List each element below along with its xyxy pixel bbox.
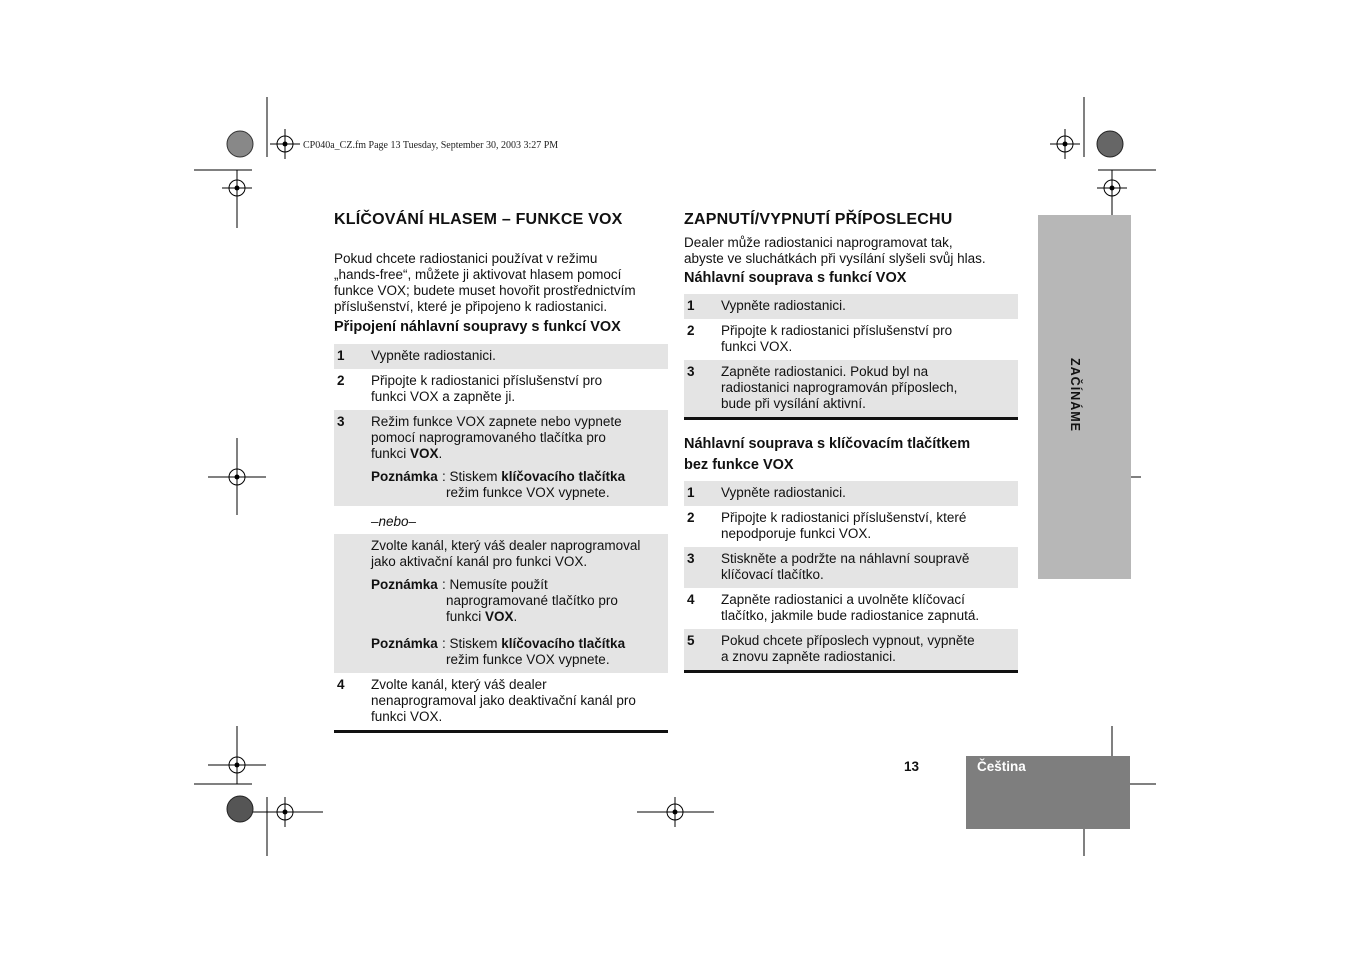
step-number: 4 [337,677,345,692]
step-line: nenaprogramoval jako deaktivační kanál pro [371,693,636,708]
intro-line: Pokud chcete radiostanici používat v režimu [334,251,598,266]
left-column [334,211,668,733]
ptt-steps-table [684,481,1018,673]
vox-keyword: VOX [410,446,439,461]
intro-line: funkce VOX; budete muset hovořit prostřednictvím [334,283,636,298]
step-line: tlačítko, jakmile bude radiostanice zapnutá. [721,608,980,623]
text-run: . [513,609,518,624]
step-text [721,633,1018,665]
step-line: radiostanici naprogramován příposlech, [721,380,958,395]
table-row [334,673,668,730]
section-title-vox: KLÍČOVÁNÍ HLASEM – FUNKCE VOX [334,211,623,228]
file-info-header: CP040a_CZ.fm Page 13 Tuesday, September 30, 2003 3:27 PM [303,140,559,151]
note-label-cell [371,469,446,501]
note-line: : Nemusíte použít [442,577,548,592]
vox-steps-table [334,344,668,733]
ptt-keyword: klíčovacího tlačítka [501,636,626,651]
step-line: funkci VOX. [371,709,443,724]
step-line: Zvolte kanál, který váš dealer [371,677,547,692]
note-line: režim funkce VOX vypnete. [446,652,610,667]
step-line: Zapněte radiostanici. Pokud byl na [721,364,929,379]
note-line [442,469,664,485]
table-row [334,534,668,673]
text-run: funkci [371,446,411,461]
step-text [371,373,668,405]
subtitle-line: bez funkce VOX [684,457,794,473]
step-line: a znovu zapněte radiostanici. [721,649,896,664]
step-number: 3 [687,551,695,566]
step-text [721,323,1018,355]
monitor-intro [684,235,1018,267]
or-label: –nebo– [371,514,417,529]
intro-line: Dealer může radiostanici naprogramovat tak, [684,235,953,250]
subtitle-vox-headset: Připojení náhlavní soupravy s funkcí VOX [334,319,621,335]
step-line: jako aktivační kanál pro funkci VOX. [371,554,588,569]
step-text [371,677,668,725]
step-line: Vypněte radiostanici. [721,485,846,500]
step-text [371,538,668,668]
table-row [334,344,668,369]
step-number-empty [334,514,371,530]
step-number-empty [334,538,371,668]
step-number: 2 [687,510,695,525]
intro-line: příslušenství, které je připojeno k radiostanici. [334,299,608,314]
table-row [684,588,1018,629]
step-number: 3 [337,414,345,429]
note-label: Poznámka [371,469,438,484]
note-block [371,636,664,668]
step-text [721,510,1018,542]
step-text [721,485,1018,501]
ptt-keyword: klíčovacího tlačítka [501,469,626,484]
monitor-steps-table [684,294,1018,420]
table-row [684,481,1018,506]
step-line [371,446,664,462]
step-number: 2 [687,323,695,338]
vox-keyword: VOX [485,609,514,624]
step-line: Zvolte kanál, který váš dealer naprogramoval [371,538,641,553]
step-number: 2 [337,373,345,388]
step-text [721,551,1018,583]
note-line: režim funkce VOX vypnete. [446,485,610,500]
step-line: Připojte k radiostanici příslušenství, které [721,510,967,525]
step-number: 1 [687,298,695,313]
step-line: Stiskněte a podržte na náhlavní soupravě [721,551,970,566]
step-line: Vypněte radiostanici. [371,348,496,363]
step-line: Pokud chcete příposlech vypnout, vypněte [721,633,975,648]
text-run: : Stiskem [442,636,502,651]
step-line: Režim funkce VOX zapnete nebo vypnete [371,414,622,429]
table-row [334,369,668,410]
chapter-side-label: ZAČÍNÁME [1068,358,1082,432]
step-line: Zapněte radiostanici a uvolněte klíčovací [721,592,965,607]
or-text [371,514,668,530]
step-number: 3 [687,364,695,379]
note-label-cell [371,636,446,668]
intro-line: abyste ve sluchátkách při vysílání slyšeli svůj hlas. [684,251,986,266]
table-row [684,360,1018,417]
note-line: naprogramované tlačítko pro [446,593,618,608]
text-run: funkci [446,609,486,624]
table-end-rule [684,417,1018,420]
language-label: Čeština [977,759,1026,774]
step-line: nepodporuje funkci VOX. [721,526,872,541]
intro-line: „hands-free“, můžete ji aktivovat hlasem pomocí [334,267,622,282]
table-row [684,319,1018,360]
subtitle-vox-headset-monitor: Náhlavní souprava s funkcí VOX [684,270,907,286]
step-text [721,364,1018,412]
step-line: Připojte k radiostanici příslušenství pro [371,373,603,388]
step-text [721,298,1018,314]
step-line: Vypněte radiostanici. [721,298,846,313]
note-line [446,609,664,625]
text-run: . [438,446,443,461]
note-body [442,469,664,501]
table-row [684,629,1018,670]
step-number: 1 [337,348,345,363]
step-line: klíčovací tlačítko. [721,567,824,582]
note-label: Poznámka [371,636,438,651]
table-row [684,547,1018,588]
note-body [442,577,664,625]
section-title-monitor: ZAPNUTÍ/VYPNUTÍ PŘÍPOSLECHU [684,211,953,228]
step-line: funkci VOX. [721,339,793,354]
step-number: 1 [687,485,695,500]
table-row [684,506,1018,547]
page-number: 13 [904,759,920,774]
note-line [442,636,664,652]
table-row [334,506,668,534]
note-body [442,636,664,668]
step-number: 4 [687,592,695,607]
subtitle-ptt-headset [684,434,1018,476]
note-label: Poznámka [371,577,438,592]
table-row [334,410,668,506]
vox-intro [334,251,668,315]
step-line: Připojte k radiostanici příslušenství pro [721,323,953,338]
chapter-side-tab [1038,215,1131,579]
table-row [684,294,1018,319]
step-number: 5 [687,633,695,648]
note-block [371,577,664,625]
step-line: funkci VOX a zapněte ji. [371,389,516,404]
note-label-cell [371,577,446,625]
subtitle-line: Náhlavní souprava s klíčovacím tlačítkem [684,436,971,452]
text-run: : Stiskem [442,469,502,484]
right-column [684,211,1018,673]
step-line: pomocí naprogramovaného tlačítka pro [371,430,606,445]
step-line: bude při vysílání aktivní. [721,396,866,411]
note-block [371,469,664,501]
step-text [371,348,668,364]
table-end-rule [334,730,668,733]
table-end-rule [684,670,1018,673]
step-text [721,592,1018,624]
step-text [371,414,668,501]
